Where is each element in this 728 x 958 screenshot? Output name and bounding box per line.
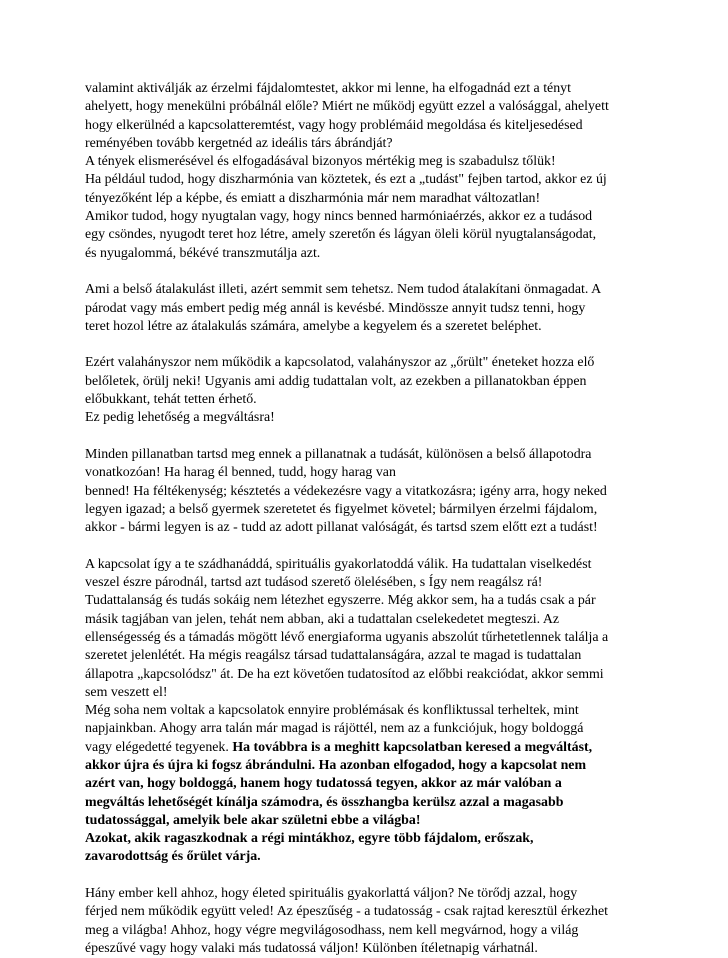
text-line: Még soha nem voltak a kapcsolatok ennyire problémásak és konfliktussal terheltek, mint	[85, 703, 579, 719]
text-line: párodat vagy más embert pedig még annál is kevésbé. Mindössze annyit tudsz tenni, hogy	[85, 300, 586, 316]
text-line: Minden pillanatban tartsd meg ennek a pillanatnak a tudását, különösen a belső állapotodra	[85, 446, 592, 462]
paragraph	[85, 446, 685, 537]
text-line: Amikor tudod, hogy nyugtalan vagy, hogy nincs benned harmóniaérzés, akkor ez a tudásod	[85, 209, 593, 225]
text-line: ellenségesség és a támadás mögött lévő energiaforma ugyanis abszolút tűrhetetlennek találja a	[85, 629, 609, 645]
text-line: benned! Ha féltékenység; késztetés a védekezésre vagy a vitatkozásra; igény arra, hogy neked	[85, 483, 607, 499]
bold-text-segment: Ha továbbra is a meghitt kapcsolatban keresed a megváltást,	[228, 739, 593, 755]
text-line: épeszűvé vagy hogy valaki más tudatossá váljon! Különben ítéletnapig várhatnál.	[85, 940, 538, 956]
text-line: meg a világba! Ahhoz, hogy végre megvilágosodhass, nem kell megvárnod, hogy a világ	[85, 922, 579, 938]
text-line: Tudattalanság és tudás sokáig nem létezhet egyszerre. Még akkor sem, ha a tudás csak a pár	[85, 593, 596, 609]
text-line: veszel észre párodnál, tartsd azt tudásod szerető ölelésében, s Így nem reagálsz rá!	[85, 575, 543, 591]
text-line: sem veszett el!	[85, 684, 168, 700]
paragraph	[85, 281, 685, 336]
text-line: A kapcsolat így a te szádhanáddá, spirituális gyakorlatoddá válik. Ha tudattalan viselkedést	[85, 556, 592, 572]
bold-text-line: akkor újra és újra ki fogsz ábrándulni. Ha azonban elfogadod, hogy a kapcsolat nem	[85, 757, 587, 773]
text-line: állapotra „kapcsolódsz" át. De ha ezt követően tudatosítod az előbbi reakciódat, akkor semmi	[85, 666, 604, 682]
paragraph	[85, 354, 685, 427]
text-line: legyen igazad; a belső gyermek szeretetet és figyelmet követel; bármilyen érzelmi fájdalom,	[85, 501, 598, 517]
text-line: valamint aktiválják az érzelmi fájdalomtestet, akkor mi lenne, ha elfogadnád ezt a tényt	[85, 81, 571, 96]
text-line	[85, 739, 685, 757]
text-line: ahelyett, hogy menekülni próbálnál előle? Miért ne működj együtt ezzel a valósággal, ahelyett	[85, 99, 609, 115]
text-line: szeretet jelenlétét. Ha mégis reagálsz társad tudattalanságára, azzal te magad is tudattalan	[85, 648, 582, 664]
bold-text-line: megváltás lehetőségét kínálja számodra, és összhangba kerülsz azzal a magasabb	[85, 794, 564, 810]
text-line: hogy elkerülnéd a kapcsolatteremtést, vagy hogy problémáid megoldása és kiteljesedésed	[85, 117, 583, 133]
text-line: napjainkban. Ahogy arra talán már magad is rájöttél, nem az a funkciójuk, hogy boldoggá	[85, 721, 584, 737]
text-line: A tények elismerésével és elfogadásával bizonyos mértékig meg is szabadulsz tőlük!	[85, 154, 556, 170]
text-line: Ezért valahányszor nem működik a kapcsolatod, valahányszor az „őrült" éneteket hozza elő	[85, 355, 595, 371]
document-page	[85, 80, 685, 958]
paragraph	[85, 80, 685, 263]
text-line: akkor - bármi legyen is az - tudd az adott pillanat valóságát, és tartsd szem előtt ezt a tudást!	[85, 520, 598, 536]
text-segment: vagy elégedetté tegyenek.	[85, 739, 229, 755]
text-line: Hány ember kell ahhoz, hogy életed spirituális gyakorlattá váljon? Ne törődj azzal, hogy	[85, 886, 578, 902]
text-line: reményében tovább kergetnéd az ideális társ ábrándját?	[85, 135, 393, 151]
bold-text-line: azért van, hogy boldoggá, hanem hogy tudatossá tegyen, akkor az már valóban a	[85, 776, 562, 792]
text-line: vonatkozóan! Ha harag él benned, tudd, hogy harag van	[85, 465, 396, 481]
text-line: másik tagjában van jelen, tehát nem abban, aki a tudattalan cselekedetet megteszi. Az	[85, 611, 560, 627]
bold-text-line: Azokat, akik ragaszkodnak a régi mintákhoz, egyre több fájdalom, erőszak,	[85, 831, 534, 847]
bold-text-line: zavarodottság és őrület várja.	[85, 849, 261, 865]
text-line: Ha például tudod, hogy diszharmónia van köztetek, és ezt a „tudást" fejben tartod, akkor ez új	[85, 172, 607, 188]
text-line: és nyugalommá, békévé transzmutálja azt.	[85, 245, 321, 261]
text-line: Ez pedig lehetőség a megváltásra!	[85, 410, 275, 426]
text-line: belőletek, örülj neki! Ugyanis ami addig tudattalan volt, az ezekben a pillanatokban éppen	[85, 373, 587, 389]
text-line: Ami a belső átalakulást illeti, azért semmit sem tehetsz. Nem tudod átalakítani önmagadat. A	[85, 282, 602, 298]
bold-text-line: tudatossággal, amelyik bele akar születni ebbe a világba!	[85, 812, 421, 828]
text-line: teret hozol létre az átalakulás számára, amelybe a kegyelem és a szeretet beléphet.	[85, 318, 542, 334]
paragraph	[85, 885, 685, 958]
text-line: előbukkant, tehát tetten érhető.	[85, 392, 257, 408]
paragraph	[85, 556, 685, 867]
text-line: férjed nem működik együtt veled! Az épeszűség - a tudatosság - csak rajtad keresztül érkezhet	[85, 904, 609, 920]
text-line: egy csöndes, nyugodt teret hoz létre, amely szeretőn és lágyan öleli körül nyugtalanságodat,	[85, 227, 597, 243]
text-line: tényezőként lép a képbe, és emiatt a diszharmónia már nem maradhat változatlan!	[85, 190, 541, 206]
